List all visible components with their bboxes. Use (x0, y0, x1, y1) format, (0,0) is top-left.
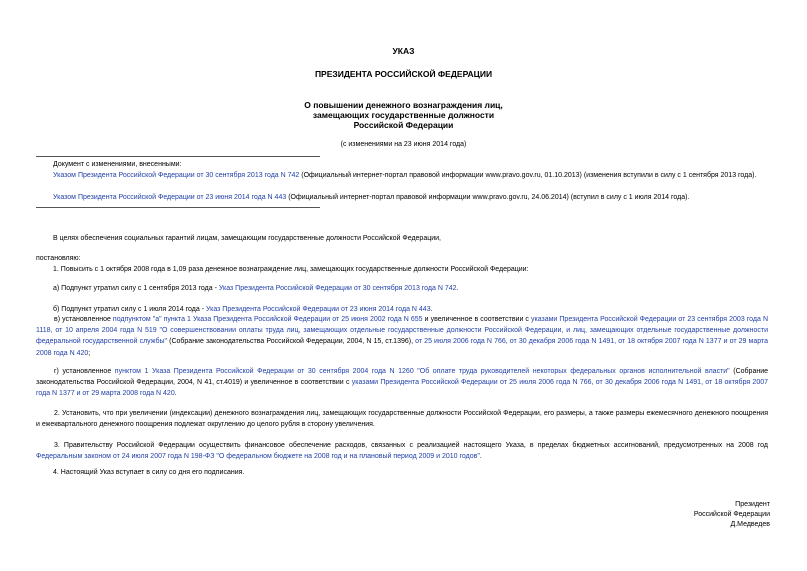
subparagraph-a: а) Подпункт утратил силу с 1 сентября 2013 года - Указ Президента Российской Федерации от 30 сентября 2013 года N 742. (53, 285, 459, 292)
change-item-2: Указом Президента Российской Федерации от 23 июня 2014 года N 443 (Официальный интернет-портал правовой информации www.pravo.gov.ru, 24.06.2014) (вступил в силу с 1 июля 2014 года). (53, 194, 690, 201)
paragraph-3-link[interactable]: Федеральным законом от 24 июля 2007 года N 198-ФЗ "О федеральном бюджете на 2008 год и на плановый период 2009 и 2010 годов" (36, 453, 480, 461)
subparagraph-g-link-2[interactable]: указами Президента Российской Федерации от 25 июля 2006 года N 766, от 30 декабря 2006 года N 1491, от 18 октября 2007 года N 1377 и от 29 марта 2008 года N 420 (36, 379, 769, 398)
subparagraph-v-link-1[interactable]: подпунктом "а" пункта 1 Указа Президента Российской Федерации от 25 июня 2002 года N 655 (112, 316, 423, 323)
subparagraph-b: б) Подпункт утратил силу с 1 июля 2014 года - Указ Президента Российской Федерации от 23 июня 2014 года N 443. (53, 306, 433, 313)
subject-line-2: замещающих государственные должности (312, 110, 495, 120)
issuer-title: ПРЕЗИДЕНТА РОССИЙСКОЙ ФЕДЕРАЦИИ (314, 69, 493, 79)
subject-line-1: О повышении денежного вознаграждения лиц, (304, 100, 503, 110)
paragraph-3: 3. Правительству Российской Федерации осуществить финансовое обеспечение расходов, связанных с реализацией настоящего Указа, в пределах бюджетных ассигнований, предусмотренных на 2008 год Федеральным законом от 24 июля 2007 года N 198-ФЗ "О федеральном бюджете на 2008 год и на плановый период 2009 и 2010 годов". (36, 442, 768, 461)
signature-position: Президент (735, 501, 770, 508)
revision-note: (с изменениями на 23 июня 2014 года) (340, 141, 467, 148)
signature-name: Д.Медведев (730, 521, 770, 528)
subparagraph-v-link-3[interactable]: от 25 июля 2006 года N 766, от 30 декабря 2006 года N 1491, от 18 октября 2007 года N 1377 и от 29 марта 2008 года N 420 (36, 338, 768, 357)
changes-top-divider (36, 156, 320, 157)
subparagraph-g: г) установленное пунктом 1 Указа Президента Российской Федерации от 30 сентября 2004 года N 1260 "Об оплате труда руководителей некоторых федеральных органов исполнительной власти" (Собрание законодательства Российской Федерации, 2004, N 41, ст.4019) и увеличенное в соответствии с указами Президента Российской Федерации от 25 июля 2006 года N 766, от 30 декабря 2006 года N 1491, от 18 октября 2007 года N 1377 и от 29 марта 2008 года N 420. (36, 368, 769, 398)
changes-intro: Документ с изменениями, внесенными: (53, 161, 182, 168)
paragraph-1: 1. Повысить с 1 октября 2008 года в 1,09 раза денежное вознаграждение лиц, замещающих государственные должности Российской Федерации: (53, 266, 529, 273)
change-item-1: Указом Президента Российской Федерации от 30 сентября 2013 года N 742 (Официальный интернет-портал правовой информации www.pravo.gov.ru, 01.10.2013) (изменения вступили в силу с 1 сентября 2013 года). (53, 172, 757, 179)
document-type-title: УКАЗ (392, 46, 415, 56)
subject-line-3: Российской Федерации (353, 120, 454, 130)
change-2-link[interactable]: Указом Президента Российской Федерации от 23 июня 2014 года N 443 (53, 194, 287, 201)
subparagraph-v: в) установленное подпунктом "а" пункта 1 Указа Президента Российской Федерации от 25 июня 2002 года N 655 и увеличенное в соответствии с указами Президента Российской Федерации от 23 сентября 2003 года N 1118, от 10 апреля 2004 года N 519 "О совершенствовании оплаты труда лиц, замещающих отдельные государственные должности Российской Федерации, и лиц, замещающих отдельные государственные должности федеральной государственной службы" (Собрание законодательства Российской Федерации, 2004, N 15, ст.1396), от 25 июля 2006 года N 766, от 30 декабря 2006 года N 1491, от 18 октября 2007 года N 1377 и от 29 марта 2008 года N 420; (36, 316, 768, 357)
paragraph-2: 2. Установить, что при увеличении (индексации) денежного вознаграждения лиц, замещающих государственные должности Российской Федерации, его размеры, а также размеры ежемесячного денежного поощрения и ежеквартального денежного поощрения подлежат округлению до целого рубля в сторону увеличения. (36, 410, 768, 429)
subparagraph-g-link-1[interactable]: пунктом 1 Указа Президента Российской Федерации от 30 сентября 2004 года N 1260 "Об оплате труда руководителей некоторых федеральных органов исполнительной власти" (114, 368, 730, 375)
subparagraph-b-link[interactable]: Указ Президента Российской Федерации от 23 июня 2014 года N 443 (205, 306, 431, 313)
subparagraph-a-link[interactable]: Указ Президента Российской Федерации от 30 сентября 2013 года N 742 (218, 285, 457, 292)
subparagraph-v-link-2[interactable]: указами Президента Российской Федерации от 23 сентября 2003 года N 1118, от 10 апреля 2004 года N 519 "О совершенствовании оплаты труда лиц, замещающих отдельные государственные должности Российской Федерации, и лиц, замещающих отдельные государственные должности федеральной государственной службы" (36, 316, 768, 346)
changes-bottom-divider (36, 207, 320, 208)
signature-country: Российской Федерации (693, 511, 770, 518)
change-1-link[interactable]: Указом Президента Российской Федерации от 30 сентября 2013 года N 742 (53, 172, 300, 179)
preamble: В целях обеспечения социальных гарантий лицам, замещающим государственные должности Российской Федерации, (53, 235, 441, 242)
paragraph-4: 4. Настоящий Указ вступает в силу со дня его подписания. (53, 469, 245, 476)
decree-word: постановляю: (36, 255, 81, 262)
